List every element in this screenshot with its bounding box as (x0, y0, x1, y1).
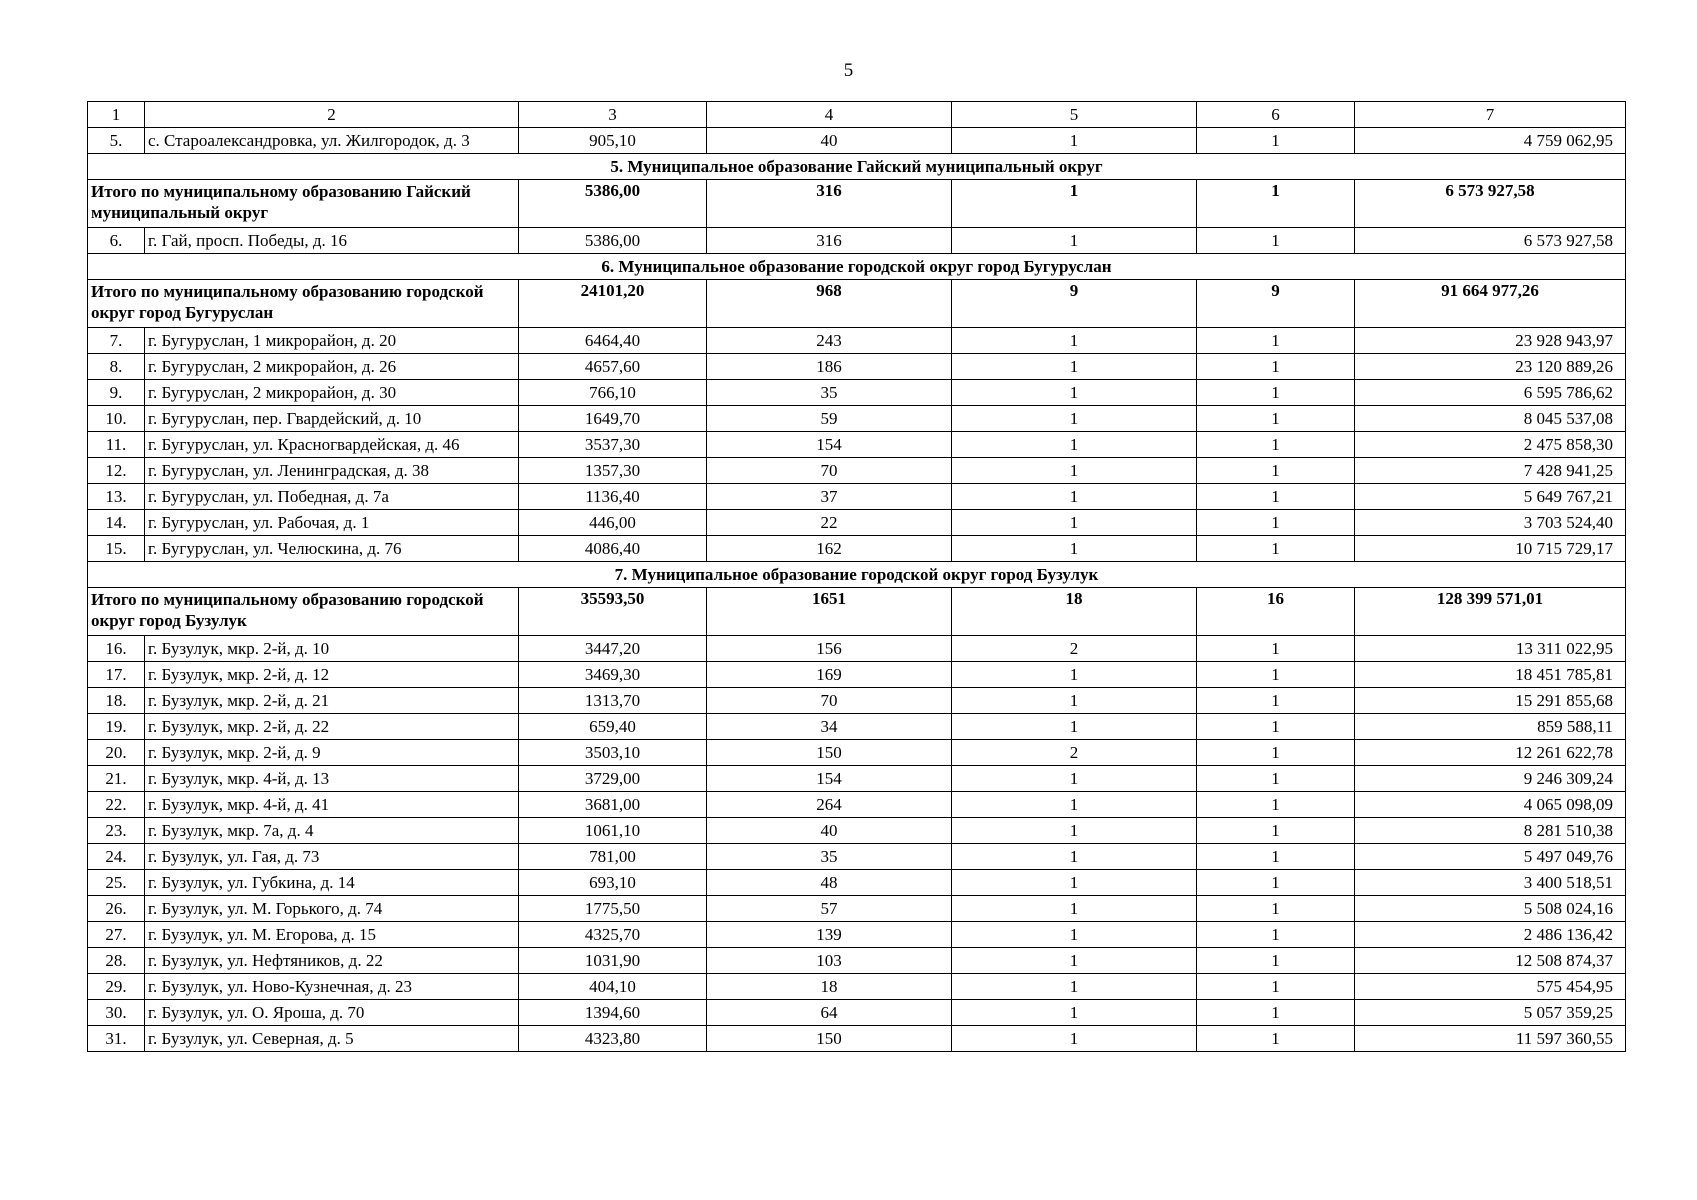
address-cell: г. Бузулук, мкр. 2-й, д. 10 (145, 636, 519, 662)
col6-cell: 1 (1197, 662, 1355, 688)
address-cell: г. Бузулук, ул. О. Яроша, д. 70 (145, 1000, 519, 1026)
table-row (88, 328, 1626, 354)
table-row (88, 128, 1626, 154)
column-header: 4 (707, 102, 952, 128)
col6-cell: 1 (1197, 328, 1355, 354)
row-number: 16. (88, 636, 145, 662)
col6-cell: 1 (1197, 844, 1355, 870)
area-cell: 693,10 (519, 870, 707, 896)
col6-cell: 1 (1197, 406, 1355, 432)
total-cost: 128 399 571,01 (1355, 588, 1626, 636)
address-cell: г. Бугуруслан, 2 микрорайон, д. 26 (145, 354, 519, 380)
col6-cell: 1 (1197, 948, 1355, 974)
cost-cell: 4 065 098,09 (1355, 792, 1626, 818)
address-cell: г. Бузулук, ул. Гая, д. 73 (145, 844, 519, 870)
col6-cell: 1 (1197, 1000, 1355, 1026)
address-cell: с. Староалександровка, ул. Жилгородок, д. 3 (145, 128, 519, 154)
col6-cell: 1 (1197, 870, 1355, 896)
address-cell: г. Бузулук, мкр. 2-й, д. 9 (145, 740, 519, 766)
cost-cell: 3 703 524,40 (1355, 510, 1626, 536)
address-cell: г. Бузулук, ул. Северная, д. 5 (145, 1026, 519, 1052)
residents-cell: 59 (707, 406, 952, 432)
address-cell: г. Бузулук, мкр. 2-й, д. 21 (145, 688, 519, 714)
col6-cell: 1 (1197, 458, 1355, 484)
registry-table (87, 101, 1626, 1052)
cost-cell: 6 573 927,58 (1355, 228, 1626, 254)
address-cell: г. Бузулук, мкр. 4-й, д. 13 (145, 766, 519, 792)
table-row (88, 766, 1626, 792)
col5-cell: 1 (952, 1000, 1197, 1026)
col5-cell: 1 (952, 948, 1197, 974)
address-cell: г. Бузулук, ул. Губкина, д. 14 (145, 870, 519, 896)
address-cell: г. Бугуруслан, 1 микрорайон, д. 20 (145, 328, 519, 354)
col5-cell: 1 (952, 406, 1197, 432)
row-number: 8. (88, 354, 145, 380)
col5-cell: 1 (952, 484, 1197, 510)
col5-cell: 1 (952, 662, 1197, 688)
area-cell: 1061,10 (519, 818, 707, 844)
col5-cell: 1 (952, 896, 1197, 922)
row-number: 12. (88, 458, 145, 484)
total-col5: 1 (952, 180, 1197, 228)
address-cell: г. Бузулук, мкр. 7а, д. 4 (145, 818, 519, 844)
cost-cell: 12 508 874,37 (1355, 948, 1626, 974)
table-row (88, 1000, 1626, 1026)
table-row (88, 432, 1626, 458)
area-cell: 5386,00 (519, 228, 707, 254)
total-label: Итого по муниципальному образованию городской округ город Бузулук (88, 588, 519, 636)
total-residents: 968 (707, 280, 952, 328)
address-cell: г. Бузулук, мкр. 4-й, д. 41 (145, 792, 519, 818)
area-cell: 3537,30 (519, 432, 707, 458)
area-cell: 766,10 (519, 380, 707, 406)
cost-cell: 4 759 062,95 (1355, 128, 1626, 154)
address-cell: г. Бугуруслан, 2 микрорайон, д. 30 (145, 380, 519, 406)
col6-cell: 1 (1197, 1026, 1355, 1052)
cost-cell: 5 649 767,21 (1355, 484, 1626, 510)
address-cell: г. Бузулук, мкр. 2-й, д. 12 (145, 662, 519, 688)
cost-cell: 575 454,95 (1355, 974, 1626, 1000)
col5-cell: 1 (952, 1026, 1197, 1052)
address-cell: г. Бузулук, ул. Ново-Кузнечная, д. 23 (145, 974, 519, 1000)
residents-cell: 48 (707, 870, 952, 896)
total-residents: 316 (707, 180, 952, 228)
col5-cell: 1 (952, 974, 1197, 1000)
area-cell: 781,00 (519, 844, 707, 870)
total-residents: 1651 (707, 588, 952, 636)
row-number: 26. (88, 896, 145, 922)
cost-cell: 10 715 729,17 (1355, 536, 1626, 562)
row-number: 23. (88, 818, 145, 844)
address-cell: г. Гай, просп. Победы, д. 16 (145, 228, 519, 254)
col5-cell: 2 (952, 740, 1197, 766)
page-number: 5 (843, 60, 854, 81)
area-cell: 1136,40 (519, 484, 707, 510)
section-title: 6. Муниципальное образование городской округ город Бугуруслан (88, 254, 1626, 280)
total-area: 35593,50 (519, 588, 707, 636)
column-header: 1 (88, 102, 145, 128)
cost-cell: 23 928 943,97 (1355, 328, 1626, 354)
cost-cell: 13 311 022,95 (1355, 636, 1626, 662)
area-cell: 4657,60 (519, 354, 707, 380)
area-cell: 4086,40 (519, 536, 707, 562)
area-cell: 4323,80 (519, 1026, 707, 1052)
area-cell: 905,10 (519, 128, 707, 154)
row-number: 24. (88, 844, 145, 870)
row-number: 21. (88, 766, 145, 792)
col6-cell: 1 (1197, 354, 1355, 380)
area-cell: 1394,60 (519, 1000, 707, 1026)
col6-cell: 1 (1197, 536, 1355, 562)
table-row (88, 922, 1626, 948)
table-row (88, 688, 1626, 714)
col5-cell: 1 (952, 458, 1197, 484)
col5-cell: 1 (952, 128, 1197, 154)
table-row (88, 870, 1626, 896)
area-cell: 1313,70 (519, 688, 707, 714)
table-body (88, 102, 1626, 1052)
col5-cell: 1 (952, 688, 1197, 714)
cost-cell: 5 497 049,76 (1355, 844, 1626, 870)
area-cell: 6464,40 (519, 328, 707, 354)
total-col5: 9 (952, 280, 1197, 328)
col6-cell: 1 (1197, 688, 1355, 714)
row-number: 27. (88, 922, 145, 948)
residents-cell: 37 (707, 484, 952, 510)
col6-cell: 1 (1197, 974, 1355, 1000)
section-title: 7. Муниципальное образование городской округ город Бузулук (88, 562, 1626, 588)
residents-cell: 243 (707, 328, 952, 354)
cost-cell: 8 281 510,38 (1355, 818, 1626, 844)
row-number: 17. (88, 662, 145, 688)
col6-cell: 1 (1197, 228, 1355, 254)
section-total-row (88, 180, 1626, 228)
residents-cell: 316 (707, 228, 952, 254)
col5-cell: 1 (952, 818, 1197, 844)
cost-cell: 12 261 622,78 (1355, 740, 1626, 766)
col6-cell: 1 (1197, 432, 1355, 458)
residents-cell: 154 (707, 432, 952, 458)
residents-cell: 40 (707, 128, 952, 154)
residents-cell: 64 (707, 1000, 952, 1026)
address-cell: г. Бугуруслан, ул. Красногвардейская, д. 46 (145, 432, 519, 458)
col5-cell: 1 (952, 766, 1197, 792)
table-row (88, 354, 1626, 380)
residents-cell: 186 (707, 354, 952, 380)
area-cell: 659,40 (519, 714, 707, 740)
col5-cell: 1 (952, 328, 1197, 354)
address-cell: г. Бугуруслан, ул. Рабочая, д. 1 (145, 510, 519, 536)
section-title: 5. Муниципальное образование Гайский муниципальный округ (88, 154, 1626, 180)
area-cell: 404,10 (519, 974, 707, 1000)
residents-cell: 18 (707, 974, 952, 1000)
area-cell: 1649,70 (519, 406, 707, 432)
address-cell: г. Бугуруслан, ул. Ленинградская, д. 38 (145, 458, 519, 484)
area-cell: 3681,00 (519, 792, 707, 818)
address-cell: г. Бузулук, мкр. 2-й, д. 22 (145, 714, 519, 740)
address-cell: г. Бугуруслан, ул. Челюскина, д. 76 (145, 536, 519, 562)
residents-cell: 156 (707, 636, 952, 662)
area-cell: 1031,90 (519, 948, 707, 974)
address-cell: г. Бузулук, ул. М. Егорова, д. 15 (145, 922, 519, 948)
address-cell: г. Бузулук, ул. Нефтяников, д. 22 (145, 948, 519, 974)
cost-cell: 3 400 518,51 (1355, 870, 1626, 896)
table-row (88, 510, 1626, 536)
col6-cell: 1 (1197, 792, 1355, 818)
cost-cell: 859 588,11 (1355, 714, 1626, 740)
column-header: 6 (1197, 102, 1355, 128)
column-number-header-row (88, 102, 1626, 128)
total-cost: 91 664 977,26 (1355, 280, 1626, 328)
residents-cell: 162 (707, 536, 952, 562)
row-number: 10. (88, 406, 145, 432)
row-number: 30. (88, 1000, 145, 1026)
col6-cell: 1 (1197, 380, 1355, 406)
cost-cell: 7 428 941,25 (1355, 458, 1626, 484)
row-number: 20. (88, 740, 145, 766)
row-number: 25. (88, 870, 145, 896)
residents-cell: 169 (707, 662, 952, 688)
col5-cell: 1 (952, 228, 1197, 254)
section-total-row (88, 280, 1626, 328)
col6-cell: 1 (1197, 922, 1355, 948)
col5-cell: 1 (952, 922, 1197, 948)
cost-cell: 9 246 309,24 (1355, 766, 1626, 792)
table-row (88, 896, 1626, 922)
column-header: 5 (952, 102, 1197, 128)
cost-cell: 8 045 537,08 (1355, 406, 1626, 432)
residents-cell: 22 (707, 510, 952, 536)
row-number: 11. (88, 432, 145, 458)
total-label: Итого по муниципальному образованию Гайский муниципальный округ (88, 180, 519, 228)
col5-cell: 1 (952, 510, 1197, 536)
residents-cell: 150 (707, 1026, 952, 1052)
area-cell: 1775,50 (519, 896, 707, 922)
total-cost: 6 573 927,58 (1355, 180, 1626, 228)
col6-cell: 1 (1197, 484, 1355, 510)
total-col6: 1 (1197, 180, 1355, 228)
section-header-row (88, 154, 1626, 180)
row-number: 6. (88, 228, 145, 254)
table-row (88, 818, 1626, 844)
col5-cell: 1 (952, 432, 1197, 458)
col6-cell: 1 (1197, 818, 1355, 844)
address-cell: г. Бугуруслан, ул. Победная, д. 7а (145, 484, 519, 510)
area-cell: 3469,30 (519, 662, 707, 688)
area-cell: 1357,30 (519, 458, 707, 484)
col5-cell: 1 (952, 714, 1197, 740)
total-col6: 16 (1197, 588, 1355, 636)
col5-cell: 1 (952, 354, 1197, 380)
row-number: 19. (88, 714, 145, 740)
column-header: 3 (519, 102, 707, 128)
table-row (88, 714, 1626, 740)
col6-cell: 1 (1197, 766, 1355, 792)
residents-cell: 70 (707, 688, 952, 714)
col5-cell: 1 (952, 792, 1197, 818)
area-cell: 4325,70 (519, 922, 707, 948)
residents-cell: 40 (707, 818, 952, 844)
area-cell: 3447,20 (519, 636, 707, 662)
total-area: 24101,20 (519, 280, 707, 328)
table-row (88, 948, 1626, 974)
cost-cell: 2 475 858,30 (1355, 432, 1626, 458)
col6-cell: 1 (1197, 740, 1355, 766)
cost-cell: 6 595 786,62 (1355, 380, 1626, 406)
table-row (88, 974, 1626, 1000)
row-number: 7. (88, 328, 145, 354)
residents-cell: 150 (707, 740, 952, 766)
cost-cell: 23 120 889,26 (1355, 354, 1626, 380)
residents-cell: 154 (707, 766, 952, 792)
cost-cell: 11 597 360,55 (1355, 1026, 1626, 1052)
row-number: 9. (88, 380, 145, 406)
row-number: 18. (88, 688, 145, 714)
col5-cell: 1 (952, 870, 1197, 896)
col6-cell: 1 (1197, 896, 1355, 922)
table-row (88, 1026, 1626, 1052)
table-row (88, 792, 1626, 818)
section-header-row (88, 254, 1626, 280)
residents-cell: 35 (707, 844, 952, 870)
address-cell: г. Бузулук, ул. М. Горького, д. 74 (145, 896, 519, 922)
total-col6: 9 (1197, 280, 1355, 328)
total-col5: 18 (952, 588, 1197, 636)
table-row (88, 228, 1626, 254)
table-row (88, 458, 1626, 484)
col5-cell: 1 (952, 380, 1197, 406)
col5-cell: 1 (952, 536, 1197, 562)
table-row (88, 406, 1626, 432)
cost-cell: 15 291 855,68 (1355, 688, 1626, 714)
table-row (88, 380, 1626, 406)
area-cell: 3729,00 (519, 766, 707, 792)
area-cell: 446,00 (519, 510, 707, 536)
col6-cell: 1 (1197, 636, 1355, 662)
section-header-row (88, 562, 1626, 588)
row-number: 13. (88, 484, 145, 510)
residents-cell: 57 (707, 896, 952, 922)
residents-cell: 34 (707, 714, 952, 740)
column-header: 2 (145, 102, 519, 128)
table-row (88, 484, 1626, 510)
table-row (88, 740, 1626, 766)
table-row (88, 636, 1626, 662)
col6-cell: 1 (1197, 714, 1355, 740)
residents-cell: 264 (707, 792, 952, 818)
cost-cell: 18 451 785,81 (1355, 662, 1626, 688)
col5-cell: 2 (952, 636, 1197, 662)
cost-cell: 5 508 024,16 (1355, 896, 1626, 922)
residents-cell: 70 (707, 458, 952, 484)
row-number: 31. (88, 1026, 145, 1052)
total-area: 5386,00 (519, 180, 707, 228)
row-number: 28. (88, 948, 145, 974)
cost-cell: 5 057 359,25 (1355, 1000, 1626, 1026)
col6-cell: 1 (1197, 510, 1355, 536)
row-number: 29. (88, 974, 145, 1000)
col6-cell: 1 (1197, 128, 1355, 154)
cost-cell: 2 486 136,42 (1355, 922, 1626, 948)
col5-cell: 1 (952, 844, 1197, 870)
table-row (88, 662, 1626, 688)
column-header: 7 (1355, 102, 1626, 128)
row-number: 14. (88, 510, 145, 536)
residents-cell: 35 (707, 380, 952, 406)
section-total-row (88, 588, 1626, 636)
residents-cell: 103 (707, 948, 952, 974)
residents-cell: 139 (707, 922, 952, 948)
area-cell: 3503,10 (519, 740, 707, 766)
total-label: Итого по муниципальному образованию городской округ город Бугуруслан (88, 280, 519, 328)
row-number: 22. (88, 792, 145, 818)
table-row (88, 844, 1626, 870)
table-row (88, 536, 1626, 562)
row-number: 5. (88, 128, 145, 154)
address-cell: г. Бугуруслан, пер. Гвардейский, д. 10 (145, 406, 519, 432)
row-number: 15. (88, 536, 145, 562)
